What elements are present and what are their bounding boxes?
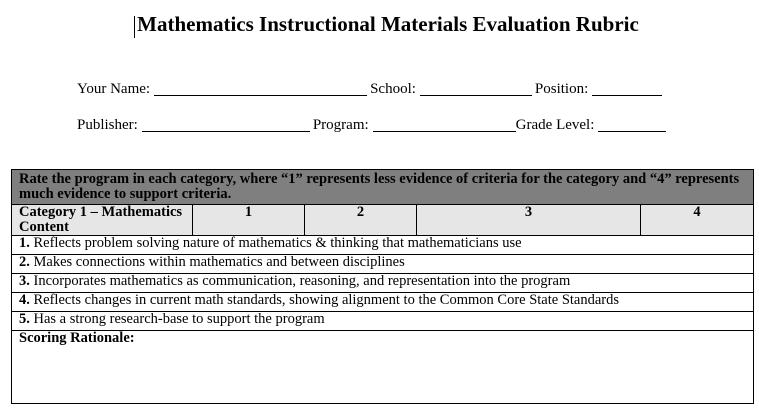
rubric-table [11, 169, 754, 404]
position-label: Position: [534, 81, 589, 97]
publisher-field[interactable] [142, 117, 310, 132]
scoring-rationale-box[interactable] [12, 331, 754, 404]
category-label: Category 1 – Mathematics Content [12, 205, 193, 236]
rubric-instructions: Rate the program in each category, where “1” represents less evidence of criteria for the category and “4” represents much evidence to support criteria. [12, 170, 754, 205]
score-4-header[interactable]: 4 [641, 205, 754, 236]
info-row-2 [77, 117, 669, 134]
criterion-row: 3. Incorporates mathematics as communication, reasoning, and representation into the program [12, 274, 754, 293]
criterion-row: 2. Makes connections within mathematics and between disciplines [12, 255, 754, 274]
score-1-header[interactable]: 1 [193, 205, 305, 236]
info-row-1 [77, 81, 665, 98]
publisher-label: Publisher: [77, 117, 138, 133]
score-2-header[interactable]: 2 [305, 205, 417, 236]
position-field[interactable] [592, 81, 662, 96]
grade-level-field[interactable] [598, 117, 666, 132]
grade-level-label: Grade Level: [515, 117, 595, 133]
school-field[interactable] [420, 81, 532, 96]
program-label: Program: [312, 117, 369, 133]
criterion-row: 4. Reflects changes in current math standards, showing alignment to the Common Core State Standards [12, 293, 754, 312]
page-title: Mathematics Instructional Materials Evaluation Rubric [137, 12, 639, 36]
criterion-row: 5. Has a strong research-base to support the program [12, 312, 754, 331]
criterion-row: 1. Reflects problem solving nature of mathematics & thinking that mathematicians use [12, 236, 754, 255]
program-field[interactable] [373, 117, 516, 132]
scoring-rationale-label: Scoring Rationale: [19, 330, 135, 346]
score-3-header[interactable]: 3 [417, 205, 641, 236]
name-field[interactable] [154, 81, 367, 96]
school-label: School: [370, 81, 416, 97]
name-label: Your Name: [77, 81, 151, 97]
